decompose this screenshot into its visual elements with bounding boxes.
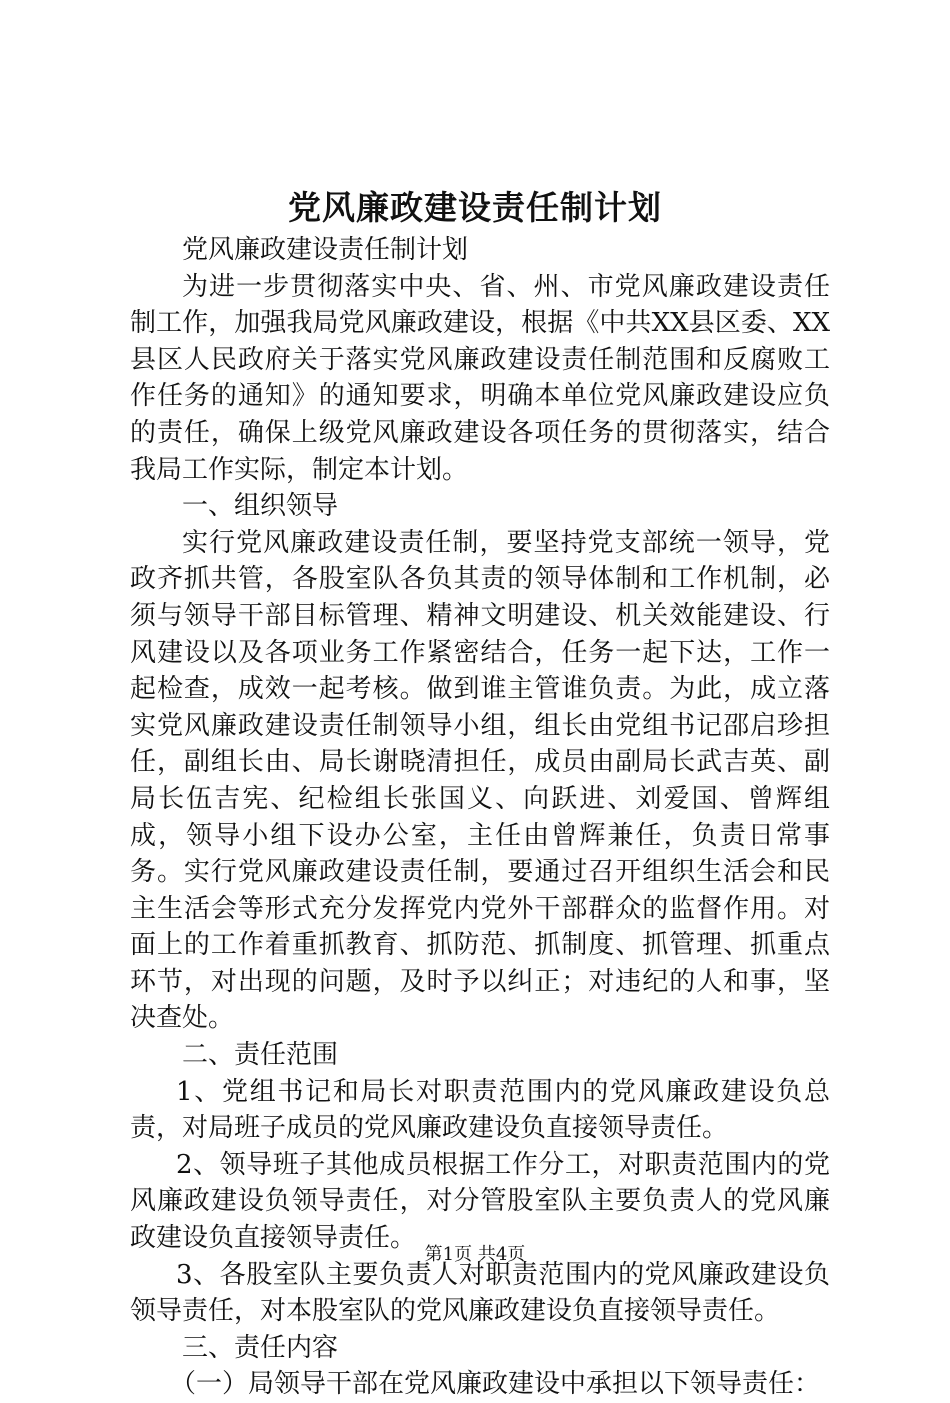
document-body (130, 232, 830, 1403)
paragraph-scope-3: 3、各股室队主要负责人对职责范围内的党风廉政建设负领导责任，对本股室队的党风廉政建设负直接领导责任。 (130, 1259, 830, 1327)
section-heading-organization: 一、组织领导 (182, 491, 339, 522)
page-number-footer: 第1页 共4页 (424, 1244, 526, 1265)
document-title: 党风廉政建设责任制计划 (288, 188, 662, 227)
section-heading-content: 三、责任内容 (182, 1332, 339, 1363)
paragraph-organization: 实行党风廉政建设责任制，要坚持党支部统一领导，党政齐抓共管，各股室队各负其责的领导体制和工作机制，必须与领导干部目标管理、精神文明建设、机关效能建设、行风建设以及各项业务工作紧密结合，任务一起下达，工作一起检查，成效一起考核。做到谁主管谁负责。为此，成立落实党风廉政建设责任制领导小组，组长由党组书记邵启珍担任，副组长由、局长谢晓清担任，成员由副局长武吉英、副局长伍吉宪、纪检组长张国义、向跃进、刘爱国、曾辉组成，领导小组下设办公室，主任由曾辉兼任，负责日常事务。实行党风廉政建设责任制，要通过召开组织生活会和民主生活会等形式充分发挥党内党外干部群众的监督作用。对面上的工作着重抓教育、抓防范、抓制度、抓管理、抓重点环节，对出现的问题，及时予以纠正；对违纪的人和事，坚决查处。 (130, 527, 830, 1034)
paragraph-intro: 为进一步贯彻落实中央、省、州、市党风廉政建设责任制工作，加强我局党风廉政建设，根据《中共XX县区委、XX县区人民政府关于落实党风廉政建设责任制范围和反腐败工作任务的通知》的通知要求，明确本单位党风廉政建设应负的责任，确保上级党风廉政建设各项任务的贯彻落实，结合我局工作实际，制定本计划。 (130, 271, 830, 485)
paragraph-scope-2: 2、领导班子其他成员根据工作分工，对职责范围内的党风廉政建设负领导责任，对分管股室队主要负责人的党风廉政建设负直接领导责任。 (130, 1149, 830, 1254)
section-heading-scope: 二、责任范围 (182, 1040, 339, 1071)
paragraph-subtitle: 党风廉政建设责任制计划 (182, 235, 469, 265)
paragraph-scope-1: 1、党组书记和局长对职责范围内的党风廉政建设负总责，对局班子成员的党风廉政建设负直接领导责任。 (130, 1076, 830, 1144)
paragraph-content-1: （一）局领导干部在党风廉政建设中承担以下领导责任： (170, 1369, 821, 1400)
